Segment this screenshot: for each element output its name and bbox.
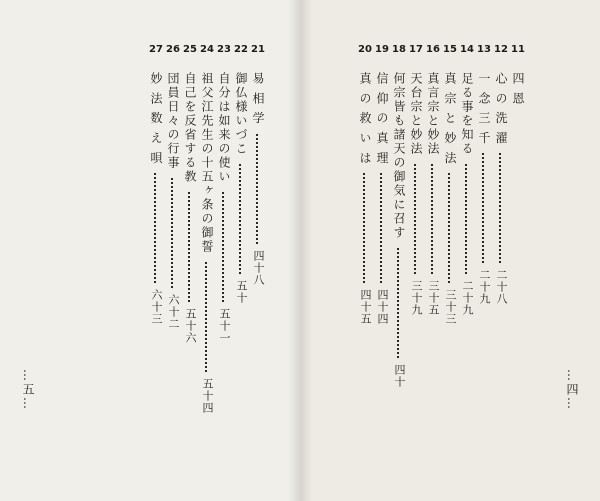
toc-entry-number: 22 (234, 44, 248, 55)
toc-entry-title: 妙 法 数 え 唄 (149, 72, 163, 166)
toc-entry (147, 42, 165, 325)
toc-entry (249, 42, 267, 286)
leader-dots (431, 164, 435, 274)
leader-dots (188, 192, 192, 302)
leader-dots (222, 192, 226, 302)
toc-entry-title: 信 仰 の 真 理 (375, 72, 389, 166)
toc-entry-page: 三十五 (427, 280, 440, 316)
toc-entry-number: 23 (217, 44, 231, 55)
toc-entry-page: 五十四 (201, 378, 214, 414)
leader-dots (499, 153, 503, 263)
toc-entry-title: 一 念 三 千 (477, 72, 491, 146)
toc-entry-title: 何宗皆も諸天の御気に召す (392, 72, 406, 240)
toc-entry-title: 真 宗 と 妙 法 (443, 72, 457, 166)
toc-entry-number: 15 (443, 44, 457, 55)
toc-entry (232, 42, 250, 304)
toc-entry-number: 13 (477, 44, 491, 55)
leader-dots (465, 164, 469, 274)
toc-entry-number: 27 (149, 44, 163, 55)
leader-dots (171, 178, 175, 288)
toc-entry-title: 祖父江先生の十五ヶ条の御誓 (200, 72, 214, 254)
toc-entry-title: 団員日々の行事 (166, 72, 180, 170)
toc-entry-page: 五十 (235, 280, 248, 304)
toc-entry (164, 42, 182, 330)
toc-entry-page: 五十六 (184, 308, 197, 344)
toc-entry-title: 心 の 洗 濯 (494, 72, 508, 146)
toc-entry-number: 14 (460, 44, 474, 55)
leader-dots (414, 164, 418, 274)
toc-entry (424, 42, 442, 316)
toc-entry-title: 足る事を知る (460, 72, 474, 156)
toc-entry (492, 42, 510, 305)
toc-entry (198, 42, 216, 414)
toc-entry-page: 三十三 (444, 289, 457, 326)
leader-dots (256, 134, 260, 244)
toc-entry-title: 四 恩 (511, 72, 525, 106)
toc-entry-number: 24 (200, 44, 214, 55)
toc-entry-number: 20 (358, 44, 372, 55)
toc-entry-title: 真 の 救 い は (358, 72, 372, 166)
leader-dots (363, 173, 367, 283)
toc-entry-number: 17 (409, 44, 423, 55)
toc-entry-page: 四十四 (376, 289, 389, 326)
toc-entry-page: 二十九 (461, 280, 474, 316)
leader-dots (239, 164, 243, 274)
toc-entry (356, 42, 374, 325)
toc-entry-title: 真言宗と妙法 (426, 72, 440, 156)
folio-right: …四… (565, 369, 579, 411)
book-gutter (288, 0, 312, 501)
toc-entry-page: 二十九 (478, 269, 491, 306)
toc-entry (509, 42, 527, 106)
leader-dots (205, 262, 209, 372)
toc-entry-title: 自己を反省する教 (183, 72, 197, 184)
leader-dots (380, 173, 384, 283)
toc-entry-title: 天台宗と妙法 (409, 72, 423, 156)
toc-entry-title: 自分は如来の使い (217, 72, 231, 184)
toc-entry-page: 四十 (393, 364, 406, 388)
toc-entry-number: 19 (375, 44, 389, 55)
toc-entry-page: 二十八 (495, 269, 508, 306)
toc-entry (373, 42, 391, 325)
leader-dots (397, 248, 401, 358)
toc-entry (475, 42, 493, 305)
toc-entry-page: 六十三 (150, 289, 163, 326)
toc-entry-page: 四十八 (252, 249, 265, 286)
toc-entry-number: 12 (494, 44, 508, 55)
toc-entry (390, 42, 408, 388)
toc-entry-number: 18 (392, 44, 406, 55)
toc-entry-number: 11 (511, 44, 525, 55)
toc-entry (441, 42, 459, 325)
leader-dots (482, 153, 486, 263)
toc-entry (181, 42, 199, 344)
toc-entry-page: 五十一 (218, 308, 231, 344)
toc-entry-page: 三十九 (410, 280, 423, 316)
folio-left: …五… (21, 369, 35, 411)
toc-entry (407, 42, 425, 316)
toc-entry (458, 42, 476, 316)
toc-entry-page: 四十五 (359, 289, 372, 326)
toc-entry-page: 六十二 (167, 294, 180, 330)
toc-entry-title: 易 相 学 (251, 72, 265, 126)
toc-entry-number: 25 (183, 44, 197, 55)
toc-entry-number: 26 (166, 44, 180, 55)
toc-entry-number: 16 (426, 44, 440, 55)
toc-entry-title: 御仏様いづこ (234, 72, 248, 156)
toc-entry-number: 21 (251, 44, 265, 55)
leader-dots (448, 173, 452, 283)
leader-dots (154, 173, 158, 283)
toc-entry (215, 42, 233, 344)
